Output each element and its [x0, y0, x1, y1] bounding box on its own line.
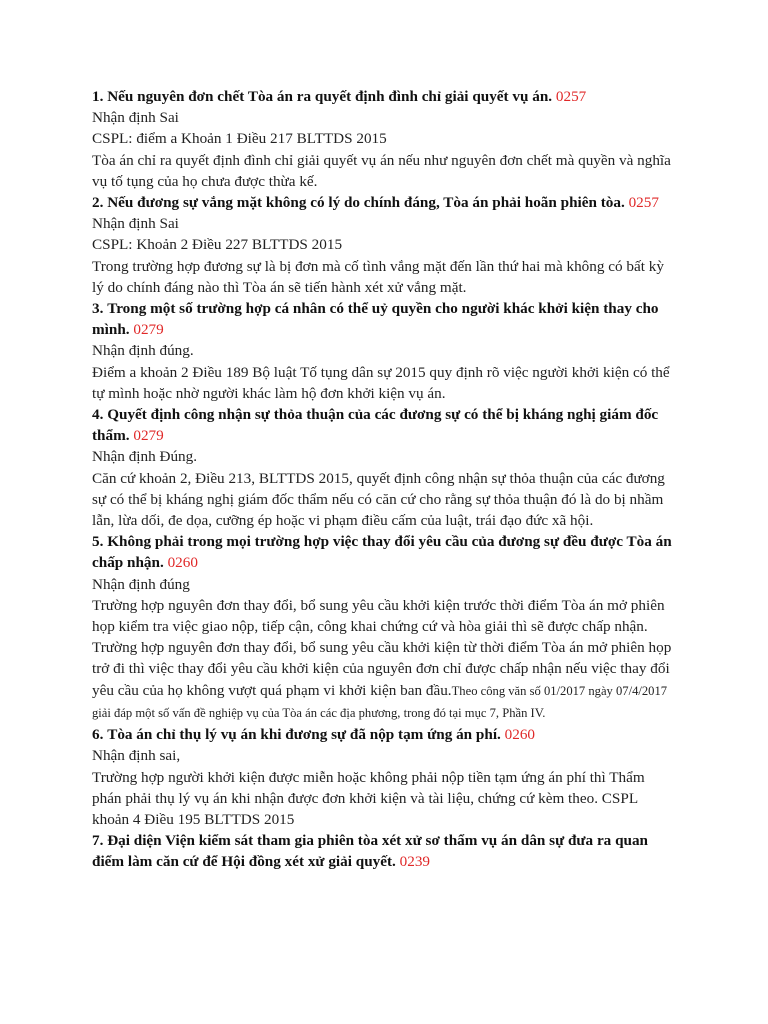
question-code: 0257: [555, 88, 587, 105]
answer-explanation: [92, 595, 678, 724]
question-number: 6.: [92, 726, 104, 744]
question-code: 0260: [167, 554, 198, 572]
answer-verdict: Nhận định đúng.: [92, 342, 194, 360]
question-code: 0279: [133, 321, 164, 339]
question-2: [92, 192, 678, 213]
document-page: [92, 86, 678, 873]
question-text: Đại diện Viện kiểm sát tham gia phiên tòa xét xử sơ thẩm vụ án dân sự đưa ra quan điểm làm căn cứ để Hội đồng xét xử giải quyết.: [92, 832, 649, 871]
qa-item-5: [92, 531, 678, 724]
question-1: [92, 86, 678, 107]
question-code: 0279: [133, 427, 164, 445]
question-number: 4.: [92, 406, 104, 424]
answer-explanation: Căn cứ khoản 2, Điều 213, BLTTDS 2015, quyết định công nhận sự thỏa thuận của các đương sự có thể bị kháng nghị giám đốc thẩm nếu có căn cứ cho rằng sự thỏa thuận đó là do bị nhầm lẫn, lừa dối, đe dọa, cưỡng ép hoặc vi phạm điều cấm của luật, trái đạo đức xã hội.: [92, 469, 665, 530]
question-number: 3.: [92, 300, 104, 318]
question-text: Quyết định công nhận sự thỏa thuận của các đương sự có thể bị kháng nghị giám đốc thẩm.: [92, 406, 659, 445]
question-text: Nếu đương sự vắng mặt không có lý do chính đáng, Tòa án phải hoãn phiên tòa.: [107, 194, 625, 212]
question-3: [92, 298, 678, 340]
answer-verdict: Nhận định Đúng.: [92, 448, 198, 466]
question-number: 5.: [92, 533, 104, 551]
question-text: Trong một số trường hợp cá nhân có thể uỷ quyền cho người khác khởi kiện thay cho mình.: [92, 300, 659, 339]
question-5: [92, 531, 678, 573]
question-number: 7.: [92, 832, 104, 850]
qa-item-3: [92, 298, 678, 404]
answer-explanation: Trong trường hợp đương sự là bị đơn mà cố tình vắng mặt đến lần thứ hai mà không có bất kỳ lý do chính đáng nào thì Tòa án sẽ tiến hành xét xử vắng mặt.: [92, 257, 664, 296]
answer-explanation-text: Trường hợp nguyên đơn thay đổi, bổ sung yêu cầu khởi kiện trước thời điểm Tòa án mở phiên họp kiểm tra việc giao nộp, tiếp cận, công khai chứng cứ và hòa giải thì sẽ được chấp nhận. Trường hợp nguyên đơn thay đổi, bổ sung yêu cầu khởi kiện từ thời điểm Tòa án mở phiên họp trở đi thì việc thay đổi yêu cầu khởi kiện của nguyên đơn chỉ được chấp nhận nếu việc thay đổi yêu cầu của họ không vượt quá phạm vi khởi kiện ban đầu.: [92, 596, 672, 699]
answer-legal-basis: CSPL: Khoản 2 Điều 227 BLTTDS 2015: [92, 236, 343, 254]
question-text: Tòa án chỉ thụ lý vụ án khi đương sự đã nộp tạm ứng án phí.: [107, 726, 501, 744]
question-code: 0239: [399, 853, 431, 871]
question-code: 0260: [504, 726, 536, 744]
answer-verdict: Nhận định đúng: [92, 575, 190, 593]
answer-explanation: Tòa án chỉ ra quyết định đình chỉ giải quyết vụ án nếu như nguyên đơn chết mà quyền và nghĩa vụ tố tụng của họ chưa được thừa kế.: [92, 151, 671, 190]
question-4: [92, 404, 678, 446]
question-number: 2.: [92, 194, 104, 212]
question-7: [92, 830, 678, 872]
question-6: [92, 724, 678, 745]
question-code: 0257: [628, 194, 659, 212]
answer-explanation: Điểm a khoản 2 Điều 189 Bộ luật Tố tụng dân sự 2015 quy định rõ việc người khởi kiện có thể tự mình hoặc nhờ người khác làm hộ đơn khởi kiện vụ án.: [92, 363, 670, 402]
question-text: Nếu nguyên đơn chết Tòa án ra quyết định đình chỉ giải quyết vụ án.: [107, 88, 553, 105]
question-number: 1.: [92, 88, 104, 105]
answer-small-note: Theo công văn số 01/2017 ngày 07/4/2017 giải đáp một số vấn đề nghiệp vụ của Tòa án các địa phương, trong đó tại mục 7, Phần IV.: [92, 683, 668, 720]
qa-item-2: [92, 192, 678, 298]
answer-verdict: Nhận định Sai: [92, 215, 179, 233]
qa-item-6: [92, 724, 678, 830]
answer-verdict: Nhận định sai,: [92, 747, 181, 765]
answer-legal-basis: CSPL: điểm a Khoản 1 Điều 217 BLTTDS 2015: [92, 130, 387, 148]
qa-item-7: [92, 830, 678, 872]
qa-item-1: [92, 86, 678, 192]
answer-explanation: Trường hợp người khởi kiện được miễn hoặc không phải nộp tiền tạm ứng án phí thì Thẩm phán phải thụ lý vụ án khi nhận được đơn khởi kiện và tài liệu, chứng cứ kèm theo. CSPL khoản 4 Điều 195 BLTTDS 2015: [92, 768, 645, 828]
qa-item-4: [92, 404, 678, 531]
question-text: Không phải trong mọi trường hợp việc thay đổi yêu cầu của đương sự đều được Tòa án chấp nhận.: [92, 533, 672, 572]
answer-verdict: Nhận định Sai: [92, 109, 179, 127]
